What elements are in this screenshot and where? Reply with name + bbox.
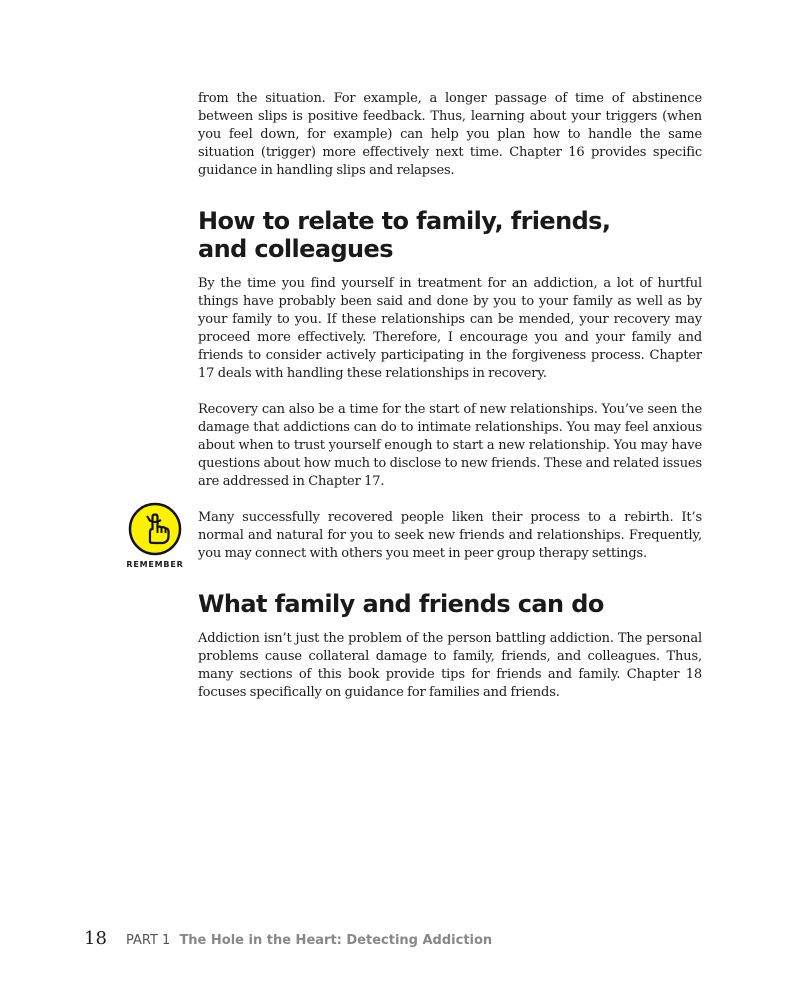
relate-heading-line1: How to relate to family, friends, bbox=[198, 207, 611, 235]
family-section bbox=[198, 590, 702, 618]
remember-callout-icon bbox=[126, 502, 184, 574]
relate-body-2 bbox=[198, 401, 702, 491]
remember-label: REMEMBER bbox=[126, 560, 184, 569]
family-paragraph: Addiction isn’t just the problem of the person battling addiction. The personal problems cause collateral damage to family, friends, and colleagues. Thus, many sections of this book provide tips for friends and family. Chapter 18 focuses specifically on guidance for families and friends. bbox=[198, 631, 702, 700]
relate-body-1 bbox=[198, 275, 702, 383]
relate-heading-line2: and colleagues bbox=[198, 235, 393, 263]
relate-section bbox=[198, 207, 702, 263]
intro-section bbox=[198, 90, 702, 180]
family-body bbox=[198, 630, 702, 702]
family-heading: What family and friends can do bbox=[198, 590, 604, 618]
relate-heading bbox=[198, 207, 702, 263]
remember-paragraph: Many successfully recovered people liken their process to a rebirth. It’s normal and natural for you to seek new friends and relationships. Frequently, you may connect with others you meet in peer group therapy settings. bbox=[198, 510, 702, 561]
remember-body bbox=[198, 509, 702, 563]
part-title: The Hole in the Heart: Detecting Addiction bbox=[179, 933, 493, 948]
page-footer bbox=[84, 928, 492, 949]
intro-paragraph: from the situation. For example, a longer passage of time of abstinence between slips is positive feedback. Thus, learning about your triggers (when you feel down, for example) can help you plan how to handle the same situation (trigger) more effectively next time. Chapter 16 provides specific guidance in handling slips and relapses. bbox=[198, 91, 702, 178]
relate-paragraph-1: By the time you find yourself in treatment for an addiction, a lot of hurtful things have probably been said and done by you to your family as well as by your family to you. If these relationships can be mended, your recovery may proceed more effectively. Therefore, I encourage you and your family and friends to consider actively participating in the forgiveness process. Chapter 17 deals with handling these relationships in recovery. bbox=[198, 276, 702, 381]
part-label: PART 1 bbox=[126, 933, 171, 948]
page-number: 18 bbox=[84, 928, 107, 949]
relate-paragraph-2: Recovery can also be a time for the start of new relationships. You’ve seen the damage that addictions can do to intimate relationships. You may feel anxious about when to trust yourself enough to start a new relationship. You may have questions about how much to disclose to new friends. These and related issues are addressed in Chapter 17. bbox=[198, 402, 702, 489]
finger-string-icon bbox=[128, 502, 182, 556]
